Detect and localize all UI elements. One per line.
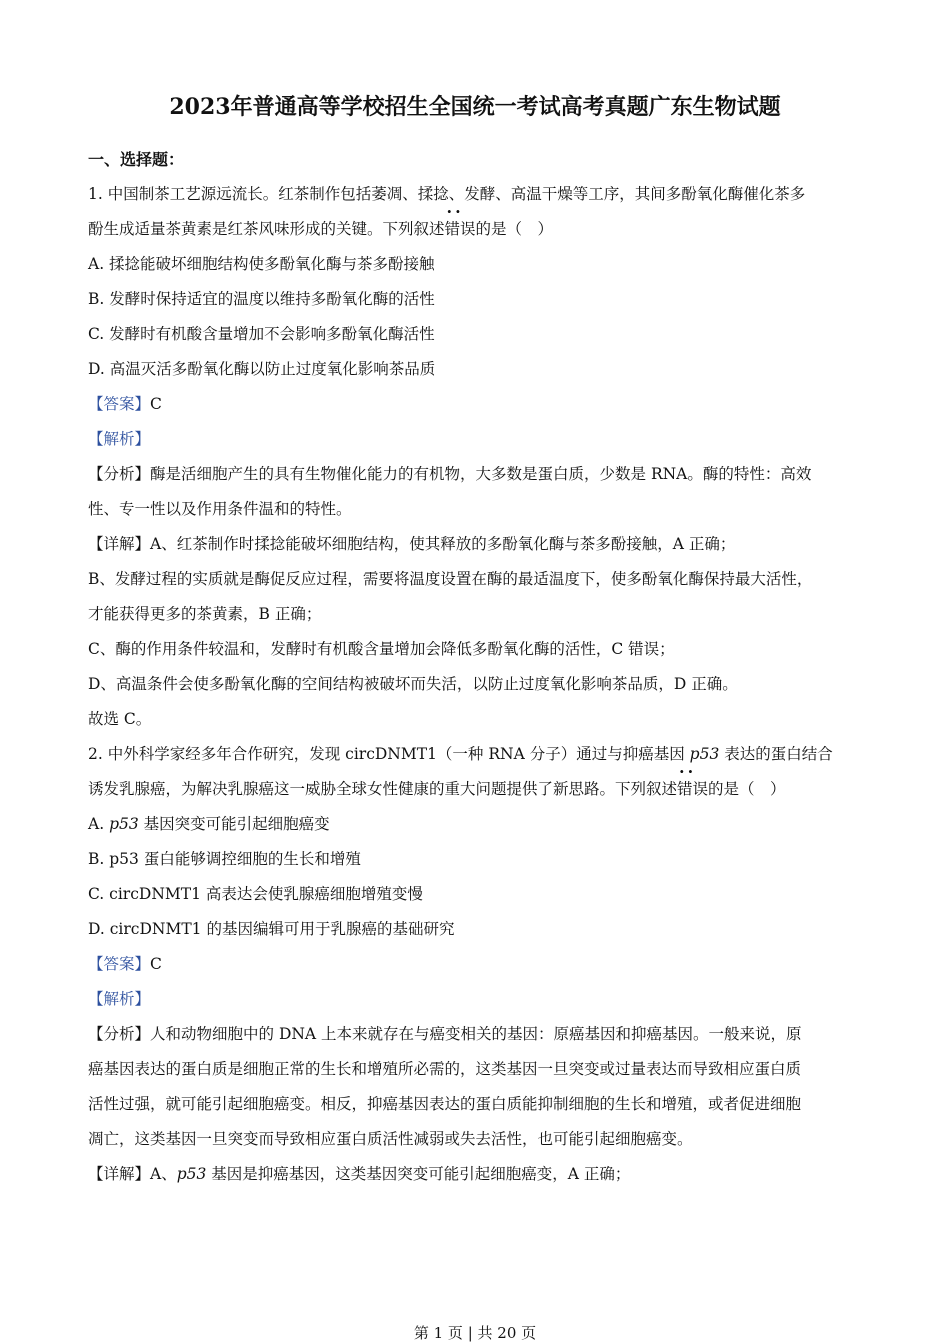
q1-xiangjie-b1: B、发酵过程的实质就是酶促反应过程，需要将温度设置在酶的最适温度下，使多酚氧化酶保持最大活性， — [88, 570, 813, 588]
jiexi-tag: 【解析】 — [88, 990, 151, 1008]
q1-emphasis: ·· 错误 — [445, 212, 476, 247]
gene-name: p53 — [176, 1165, 207, 1183]
q2-option-c: C. circDNMT1 高表达会使乳腺癌细胞增殖变慢 — [88, 885, 423, 903]
answer-tag: 【答案】 — [88, 955, 151, 973]
page-footer: 第 1 页 | 共 20 页 — [413, 1324, 537, 1342]
q2-answer: 【答案】C — [88, 955, 162, 973]
q1-fenxi-line-1: 【分析】酶是活细胞产生的具有生物催化能力的有机物，大多数是蛋白质，少数是 RNA。酶的特性：高效 — [88, 465, 812, 483]
gene-name: p53 — [689, 745, 720, 763]
q1-stem-line-2: 酚生成适量茶黄素是红茶风味形成的关键。下列叙述·· 错误的是（ ） — [88, 212, 863, 247]
q1-xiangjie-b2: 才能获得更多的茶黄素，B 正确； — [88, 605, 322, 623]
q1-fenxi-line-2: 性、专一性以及作用条件温和的特性。 — [88, 500, 352, 518]
fenxi-tag: 【分析】 — [88, 1025, 151, 1043]
q2-emphasis: ·· 错误 — [677, 772, 708, 807]
q1-stem-line-1: 1. 中国制茶工艺源远流长。红茶制作包括萎凋、揉捻、发酵、高温干燥等工序，其间多酚氧化酶催化茶多 — [88, 185, 806, 203]
gene-name: p53 — [109, 815, 139, 833]
q1-option-d: D. 高温灭活多酚氧化酶以防止过度氧化影响茶品质 — [88, 360, 436, 378]
q1-jiexi — [88, 422, 863, 457]
jiexi-tag: 【解析】 — [88, 430, 151, 448]
q1-option-a: A. 揉捻能破坏细胞结构使多酚氧化酶与茶多酚接触 — [88, 255, 435, 273]
q1-xiangjie-c: C、酶的作用条件较温和，发酵时有机酸含量增加会降低多酚氧化酶的活性，C 错误； — [88, 640, 675, 658]
section-heading: 一、选择题： — [88, 150, 185, 169]
fenxi-tag: 【分析】 — [88, 465, 151, 483]
q1-option-b: B. 发酵时保持适宜的温度以维持多酚氧化酶的活性 — [88, 290, 435, 308]
q2-fenxi-line-2: 癌基因表达的蛋白质是细胞正常的生长和增殖所必需的，这类基因一旦突变或过量表达而导致相应蛋白质 — [88, 1060, 802, 1078]
q2-fenxi-line-3: 活性过强，就可能引起细胞癌变。相反，抑癌基因表达的蛋白质能抑制细胞的生长和增殖，或者促进细胞 — [88, 1095, 802, 1113]
q2-stem-line-2: 诱发乳腺癌，为解决乳腺癌这一威胁全球女性健康的重大问题提供了新思路。下列叙述·· 错误的是（ ） — [88, 772, 863, 807]
xiangjie-tag: 【详解】 — [88, 1165, 151, 1183]
q1-xiangjie-d: D、高温条件会使多酚氧化酶的空间结构被破坏而失活，以防止过度氧化影响茶品质，D 正确。 — [88, 675, 738, 693]
q1-option-c: C. 发酵时有机酸含量增加不会影响多酚氧化酶活性 — [88, 325, 435, 343]
answer-tag: 【答案】 — [88, 395, 151, 413]
xiangjie-tag: 【详解】 — [88, 535, 151, 553]
q1-xiangjie-a: 【详解】A、红茶制作时揉捻能破坏细胞结构，使其释放的多酚氧化酶与茶多酚接触，A 正确； — [88, 535, 736, 553]
q2-jiexi — [88, 982, 863, 1017]
document-body — [88, 142, 863, 1192]
q2-option-a: A. p53 基因突变可能引起细胞癌变 — [88, 815, 330, 833]
q1-answer: 【答案】C — [88, 395, 162, 413]
q1-conclusion: 故选 C。 — [88, 710, 152, 728]
q2-fenxi-line-4: 凋亡，这类基因一旦突变而导致相应蛋白质活性减弱或失去活性，也可能引起细胞癌变。 — [88, 1130, 693, 1148]
document-title: 2023年普通高等学校招生全国统一考试高考真题广东生物试题 — [169, 94, 781, 120]
q2-stem-line-1: 2. 中外科学家经多年合作研究，发现 circDNMT1（一种 RNA 分子）通过与抑癌基因 p53 表达的蛋白结合 — [88, 745, 833, 763]
q2-option-b: B. p53 蛋白能够调控细胞的生长和增殖 — [88, 850, 361, 868]
q2-fenxi-line-1: 【分析】人和动物细胞中的 DNA 上本来就存在与癌变相关的基因：原癌基因和抑癌基因。一般来说，原 — [88, 1025, 802, 1043]
q2-option-d: D. circDNMT1 的基因编辑可用于乳腺癌的基础研究 — [88, 920, 455, 938]
q2-xiangjie-a: 【详解】A、p53 基因是抑癌基因，这类基因突变可能引起细胞癌变，A 正确； — [88, 1165, 631, 1183]
